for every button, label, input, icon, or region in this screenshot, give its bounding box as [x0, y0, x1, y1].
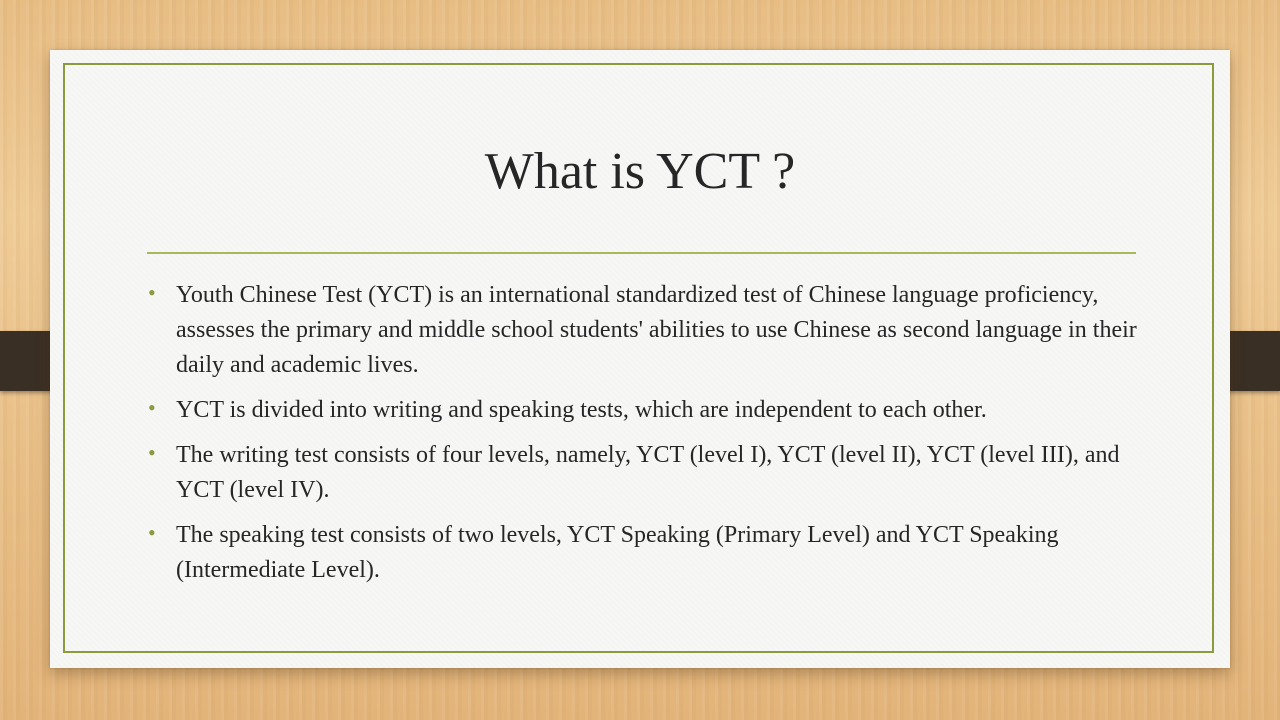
slide-title: What is YCT ?: [484, 143, 796, 200]
title-divider: [147, 252, 1136, 254]
bullet-text: The speaking test consists of two levels, YCT Speaking (Primary Level) and YCT Speaking (Intermediate Level).: [176, 522, 1059, 583]
bullet-item: [148, 518, 1148, 588]
bullet-text: YCT is divided into writing and speaking tests, which are independent to each other.: [176, 397, 987, 423]
bullet-text: Youth Chinese Test (YCT) is an international standardized test of Chinese language proficiency, assesses the primary and middle school students' abilities to use Chinese as second language in their daily and academic lives.: [176, 282, 1137, 378]
bullet-icon: •: [148, 395, 156, 420]
bullet-item: [148, 438, 1148, 508]
bullet-icon: •: [148, 440, 156, 465]
bullet-icon: •: [148, 280, 156, 305]
bullet-item: [148, 393, 1148, 428]
slide-paper: [50, 50, 1230, 668]
bullet-text: The writing test consists of four levels, namely, YCT (level I), YCT (level II), YCT (level III), and YCT (level IV).: [176, 442, 1120, 503]
bullet-item: [148, 278, 1148, 383]
bullet-list: [148, 278, 1148, 598]
bullet-icon: •: [148, 520, 156, 545]
